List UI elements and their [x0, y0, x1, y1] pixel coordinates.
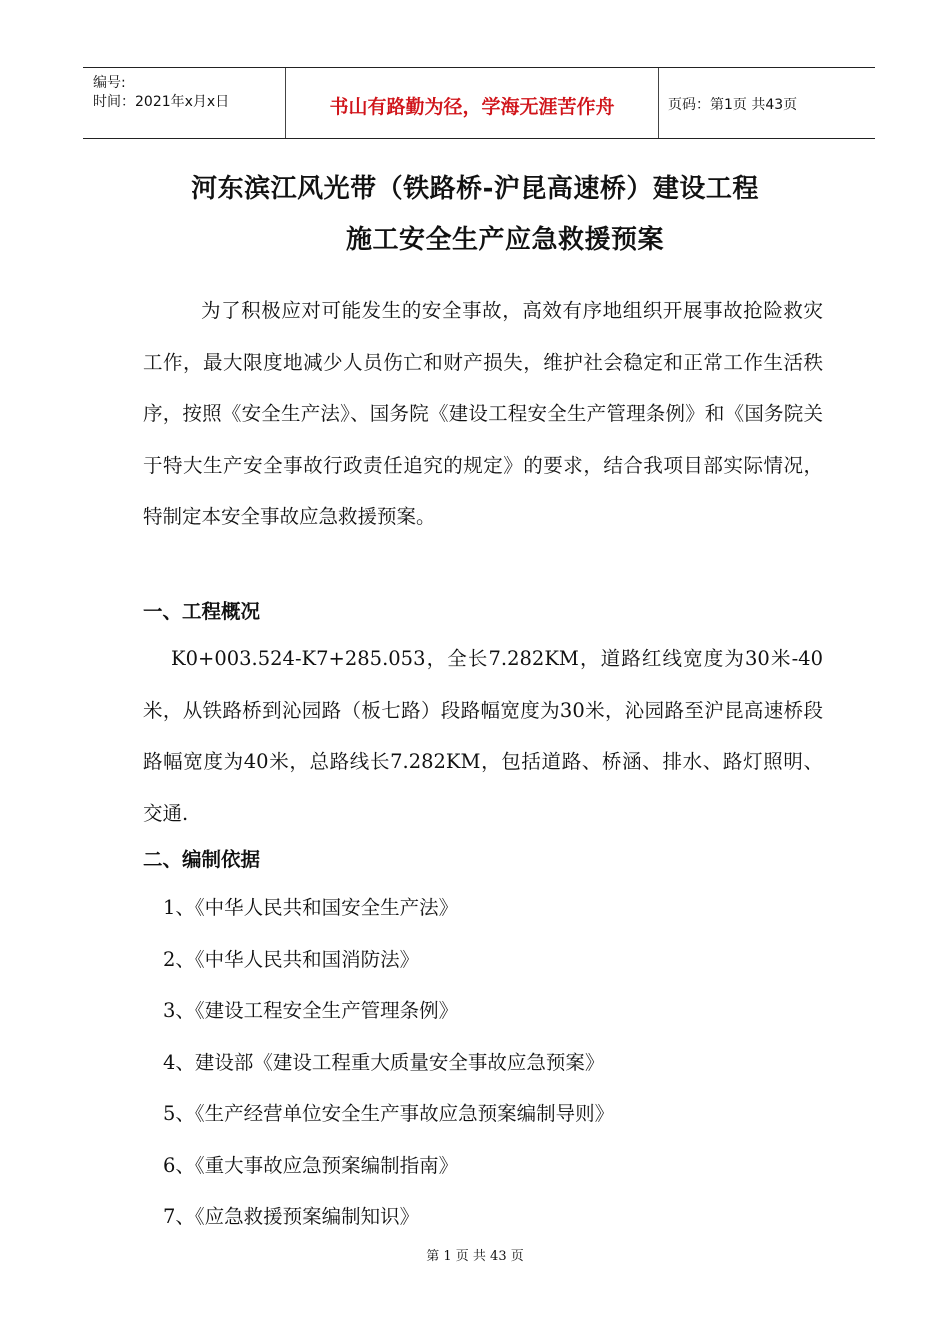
intro-paragraph: 为了积极应对可能发生的安全事故，高效有序地组织开展事故抢险救灾工作，最大限度地减少人员伤亡和财产损失，维护社会稳定和正常工作生活秩序，按照《安全生产法》、国务院《建设工程安全生产管理条例》和《国务院关于特大生产安全事故行政责任追究的规定》的要求，结合我项目部实际情况，特制定本安全事故应急救援预案。: [143, 299, 823, 528]
list-item: 1、《中华人民共和国安全生产法》: [163, 896, 459, 919]
section2-heading: 二、编制依据: [143, 848, 261, 871]
list-item: 6、《重大事故应急预案编制指南》: [163, 1153, 459, 1177]
page-footer: 第 1 页 共 43 页: [426, 1249, 524, 1264]
time-label: 时间：2021年x月x日: [93, 94, 230, 110]
document-title-line2: 施工安全生产应急救援预案: [345, 225, 664, 255]
section1-paragraph: K0+003.524-K7+285.053，全长7.282KM，道路红线宽度为30米-40米，从铁路桥到沁园路（板七路）段路幅宽度为30米，沁园路至沪昆高速桥段路幅宽度为40米，总路线长7.282KM，包括道路、桥涵、排水、路灯照明、交通.: [143, 647, 823, 825]
basis-list: [163, 882, 614, 1243]
header-motto-cell: [286, 68, 659, 138]
document-title-line1: 河东滨江风光带（铁路桥-沪昆高速桥）建设工程: [191, 174, 759, 204]
list-item: 2、《中华人民共和国消防法》: [163, 947, 420, 971]
list-item: 5、《生产经营单位安全生产事故应急预案编制导则》: [163, 1102, 615, 1125]
code-label: 编号:: [93, 75, 126, 91]
section1-heading: 一、工程概况: [143, 600, 261, 623]
list-item: 3、《建设工程安全生产管理条例》: [163, 999, 459, 1022]
motto-text: 书山有路勤为径，学海无涯苦作舟: [329, 95, 615, 118]
list-item: 7、《应急救援预案编制知识》: [163, 1205, 420, 1228]
list-item: 4、建设部《建设工程重大质量安全事故应急预案》: [163, 1050, 605, 1074]
document-header: [83, 67, 875, 139]
header-page-cell: [659, 68, 875, 138]
header-meta-cell: [83, 68, 286, 138]
page-label: 页码：第1页 共43页: [668, 97, 798, 113]
